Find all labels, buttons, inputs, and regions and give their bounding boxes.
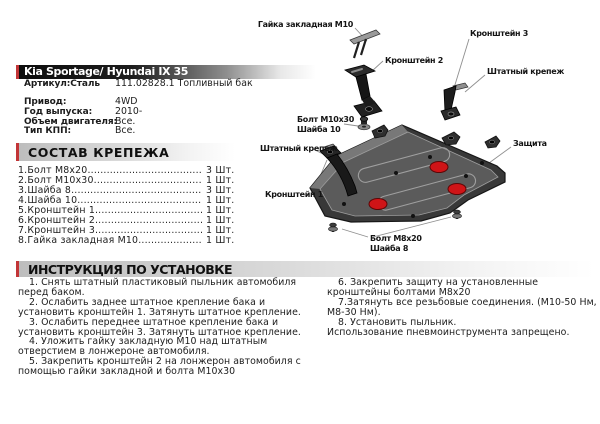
instruction-step: 7.Затянуть все резьбовые соединения. (М10-50 Нм, М8-30 Нм).	[327, 296, 597, 318]
article-label: Артикул:Сталь	[24, 79, 100, 89]
spec-row-year	[24, 106, 143, 117]
label-washer-8: Шайба 8	[370, 244, 409, 253]
label-washer-10: Шайба 10	[297, 125, 341, 134]
instructions-right-column	[327, 278, 597, 337]
label-embedded-nut: Гайка закладная М10	[258, 20, 353, 29]
shield-hole	[428, 155, 432, 159]
leader-stock-fastener-right	[465, 75, 485, 92]
spec-value: 4WD	[115, 96, 138, 107]
instruction-step: 5. Закрепить кронштейн 2 на лонжерон автомобиля с помощью гайки закладной и болта М10х30	[18, 356, 301, 378]
fastener-name: 3.Шайба 8	[18, 185, 72, 196]
shield-hole	[411, 214, 415, 218]
leader-shield	[489, 147, 511, 163]
dot-leader	[95, 206, 202, 216]
shield-tab-hole	[490, 140, 495, 144]
instruction-step: 1. Снять штатный пластиковый пыльник автомобиля перед баком.	[18, 277, 297, 298]
label-stock-fastener-left: Штатный крепеж	[260, 144, 338, 153]
fastener-qty: 1 Шт.	[206, 195, 235, 206]
fasteners-title: СОСТАВ КРЕПЕЖА	[28, 144, 170, 160]
fastener-qty: 1 Шт.	[206, 215, 235, 226]
fastener-qty: 3 Шт.	[206, 185, 235, 196]
spec-label: Объем двигателя:	[24, 117, 118, 127]
bracket2-hole	[366, 107, 373, 112]
label-stock-fastener-right: Штатный крепеж	[487, 67, 565, 76]
bracket3-hole	[448, 112, 454, 116]
mount-point-marker-1	[430, 162, 448, 173]
bolt-m10x30-part	[358, 117, 370, 130]
dot-leader	[94, 176, 202, 186]
bolt8-head	[330, 223, 337, 227]
fastener-name: 8.Гайка закладная М10	[18, 235, 139, 246]
dot-leader	[95, 216, 202, 226]
shield-tab-hole	[449, 136, 454, 140]
bolt-m8x20-left-part	[328, 223, 337, 232]
leader-bolt-m8-left	[342, 229, 368, 237]
instruction-step: 3. Ослабить переднее штатное крепление бака и установить кронштейн 3. Затянуть штатное крепление.	[18, 316, 301, 338]
instructions-title: ИНСТРУКЦИЯ ПО УСТАНОВКЕ	[28, 261, 232, 277]
washer8	[452, 214, 461, 218]
leader-bolt-m10	[344, 124, 358, 126]
bolt8-head	[454, 210, 461, 214]
instruction-step: 8. Установить пыльник.	[338, 316, 457, 328]
fastener-qty: 1 Шт.	[206, 225, 235, 236]
shield-tab-hole	[378, 129, 383, 133]
fastener-name: 7.Кронштейн 3	[18, 225, 95, 236]
shield-hole	[464, 174, 468, 178]
instructions-section-header	[16, 261, 594, 277]
dot-leader	[77, 196, 202, 206]
article-row	[24, 78, 253, 89]
spec-row-gearbox	[24, 125, 136, 136]
instruction-note: Использование пневмоинструмента запрещено.	[327, 326, 570, 338]
label-bracket3: Кронштейн 3	[470, 29, 529, 38]
instructions-left-column	[18, 278, 314, 377]
bolt-m8x20-right-part	[452, 210, 461, 219]
shield-hole	[394, 171, 398, 175]
mount-point-marker-2	[448, 184, 466, 195]
fastener-name: 1.Болт М8х20	[18, 165, 88, 176]
shield-hole	[480, 161, 484, 165]
spec-value: Все.	[115, 116, 136, 127]
fastener-name: 6.Кронштейн 2	[18, 215, 95, 226]
exploded-view-diagram	[258, 8, 600, 261]
instruction-step: 2. Ослабить заднее штатное крепление бака и установить кронштейн 1. Затянуть штатное крепление.	[18, 296, 301, 318]
fastener-name: 5.Кронштейн 1	[18, 205, 95, 216]
instruction-step: 6. Закрепить защиту на установленные кронштейны болтами М8х20	[327, 277, 539, 298]
shield-hole	[342, 202, 346, 206]
spec-value: 2010-	[115, 106, 143, 117]
spec-label: Привод:	[24, 97, 67, 107]
leader-bracket3	[454, 39, 469, 88]
embedded-nut-part	[350, 30, 380, 58]
label-bolt-m8: Болт М8х20	[370, 234, 422, 243]
bracket2-leg	[356, 74, 370, 100]
article-value: 111.02828.1 Топливный бак	[115, 78, 253, 89]
bolt10-head	[360, 117, 368, 121]
instruction-step: 4. Уложить гайку закладную М10 над штатным отверстием в лонжероне автомобиля.	[18, 336, 268, 358]
label-bolt-m10: Болт М10х30	[297, 115, 354, 124]
label-bracket1: Кронштейн 1	[265, 190, 324, 199]
label-shield: Защита	[513, 139, 547, 148]
washer10-hole	[362, 126, 366, 128]
fastener-qty: 1 Шт.	[206, 205, 235, 216]
label-bracket2: Кронштейн 2	[385, 56, 444, 65]
page-title: Kia Sportage/ Hyundai IX 35	[24, 65, 189, 78]
spec-label: Тип КПП:	[24, 126, 72, 136]
dot-leader	[71, 186, 202, 196]
bracket-2-part	[345, 65, 382, 117]
bracket2-top-plate	[345, 65, 375, 77]
fasteners-section-header	[16, 143, 235, 161]
fasteners-list	[18, 166, 242, 246]
bracket-3-part	[441, 83, 468, 120]
spec-label: Год выпуска:	[24, 107, 93, 117]
fastener-qty: 1 Шт.	[206, 175, 235, 186]
fastener-name: 2.Болт М10х30	[18, 175, 94, 186]
fastener-qty: 3 Шт.	[206, 165, 235, 176]
nut-pin-1	[354, 42, 359, 58]
mount-point-marker-3	[369, 199, 387, 210]
fastener-qty: 1 Шт.	[206, 235, 235, 246]
spec-row-drive	[24, 96, 138, 107]
dot-leader	[138, 236, 202, 246]
spec-value: Все.	[115, 125, 136, 136]
fastener-name: 4.Шайба 10	[18, 195, 78, 206]
washer8	[328, 227, 337, 231]
dot-leader	[87, 166, 202, 176]
fastener-item	[18, 236, 242, 246]
